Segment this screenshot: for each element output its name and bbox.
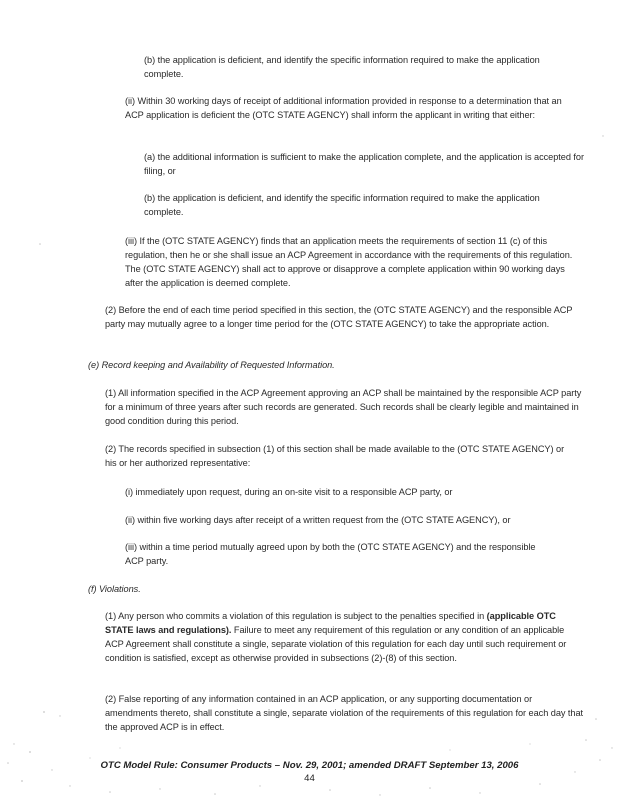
violations-laws-bold: (applicable OTC STATE laws and regulations).	[105, 611, 556, 635]
paragraph-2-false-reporting: (2) False reporting of any information contained in an ACP application, or any supporting documentation or amendments thereto, shall constitute a single, separate violation of the requirements of this regulation for each day that the approved ACP is in effect.	[105, 694, 584, 732]
paragraph-ii-five-days: (ii) within five working days after receipt of a written request from the (OTC STATE AGENCY), or	[125, 515, 511, 525]
page-number: 44	[304, 773, 315, 784]
footer-title: OTC Model Rule: Consumer Products – Nov. 29, 2001; amended DRAFT September 13, 2006	[100, 760, 519, 771]
paragraph-b-deficient-1: (b) the application is deficient, and identify the specific information required to make the application complete.	[144, 55, 540, 79]
paragraph-1-records: (1) All information specified in the ACP Agreement approving an ACP shall be maintained by the responsible ACP party for a minimum of three years after such records are generated. Such records shall be clearly legible and maintained in good condition during this period.	[105, 388, 582, 426]
paragraph-iii-mutual: (iii) within a time period mutually agreed upon by both the (OTC STATE AGENCY) and the responsible ACP party.	[125, 542, 536, 566]
paragraph-2-time-period: (2) Before the end of each time period specified in this section, the (OTC STATE AGENCY) and the responsible ACP party may mutually agree to a longer time period for the (OTC STATE AGENCY) to take the appropriate action.	[105, 305, 573, 329]
paragraph-ii-additional-info: (ii) Within 30 working days of receipt of additional information provided in response to a determination that an ACP application is deficient the (OTC STATE AGENCY) shall inform the applicant in writing that either:	[125, 96, 562, 120]
section-f-heading: (f) Violations.	[88, 584, 141, 594]
paragraph-a-sufficient: (a) the additional information is sufficient to make the application complete, and the application is accepted for filing, or	[144, 152, 584, 176]
paragraph-2-records-available: (2) The records specified in subsection (1) of this section shall be made available to the (OTC STATE AGENCY) or his or her authorized representative:	[105, 444, 565, 468]
paragraph-iii-approval: (iii) If the (OTC STATE AGENCY) finds that an application meets the requirements of section 11 (c) of this regulation, then he or she shall issue an ACP Agreement in accordance with the requirements of this regulation. The (OTC STATE AGENCY) shall act to approve or disapprove a complete application within 90 working days after the application is deemed complete.	[125, 236, 573, 288]
violations-intro: (1) Any person who commits a violation of this regulation is subject to the penalties specified in	[105, 611, 485, 621]
paragraph-b-deficient-2: (b) the application is deficient, and identify the specific information required to make the application complete.	[144, 193, 540, 217]
paragraph-i-immediately: (i) immediately upon request, during an on-site visit to a responsible ACP party, or	[125, 487, 453, 497]
violations-remainder: Failure to meet any requirement of this regulation or any condition of an applicable ACP Agreement shall constitute a single, separate violation of this regulation for each day until such requirement or condition is satisfied, except as otherwise provided in subsections (2)-(8) of this section.	[105, 625, 567, 663]
section-e-heading: (e) Record keeping and Availability of Requested Information.	[88, 360, 335, 370]
